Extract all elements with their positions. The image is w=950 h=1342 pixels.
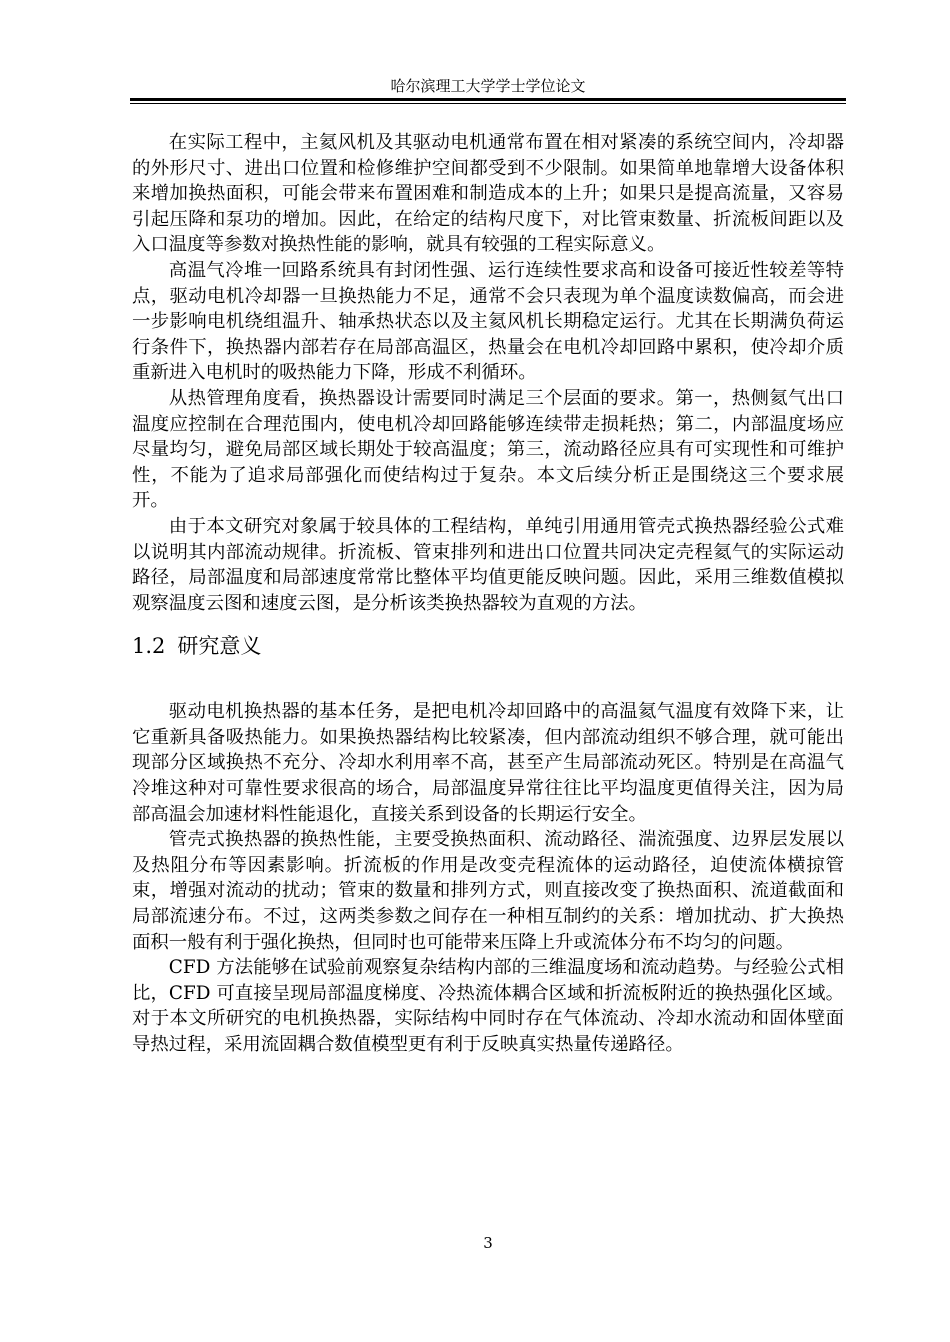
- paragraph: 驱动电机换热器的基本任务，是把电机冷却回路中的高温氦气温度有效降下来，让它重新具备吸热能力。如果换热器结构比较紧凑，但内部流动组织不够合理，就可能出现部分区域换热不充分、冷却水利用率不高，甚至产生局部流动死区。特别是在高温气冷堆这种对可靠性要求很高的场合，局部温度异常往往比平均温度更值得关注，因为局部高温会加速材料性能退化，直接关系到设备的长期运行安全。: [132, 701, 844, 825]
- page-number: 3: [483, 1234, 493, 1252]
- section-number: 1.2: [132, 634, 166, 659]
- header-rule-thick: [130, 98, 846, 101]
- paragraph: CFD 方法能够在试验前观察复杂结构内部的三维温度场和流动趋势。与经验公式相比，CFD 可直接呈现局部温度梯度、冷热流体耦合区域和折流板附近的换热强化区域。对于本文所研究的电机换热器，实际结构中同时存在气体流动、冷却水流动和固体壁面导热过程，采用流固耦合数值模型更有利于反映真实热量传递路径。: [132, 957, 844, 1055]
- section-title: 研究意义: [177, 634, 262, 659]
- paragraph: 管壳式换热器的换热性能，主要受换热面积、流动路径、湍流强度、边界层发展以及热阻分布等因素影响。折流板的作用是改变壳程流体的运动路径，迫使流体横掠管束，增强对流动的扰动；管束的数量和排列方式，则直接改变了换热面积、流道截面和局部流速分布。不过，这两类参数之间存在一种相互制约的关系：增加扰动、扩大换热面积一般有利于强化换热，但同时也可能带来压降上升或流体分布不均匀的问题。: [132, 829, 844, 953]
- header-rule-thin: [130, 103, 846, 104]
- paragraph: 从热管理角度看，换热器设计需要同时满足三个层面的要求。第一，热侧氦气出口温度应控制在合理范围内，使电机冷却回路能够连续带走损耗热；第二，内部温度场应尽量均匀，避免局部区域长期处于较高温度；第三，流动路径应具有可实现性和可维护性，不能为了追求局部强化而使结构过于复杂。本文后续分析正是围绕这三个要求展开。: [132, 387, 844, 512]
- body-text: [132, 130, 844, 1058]
- running-header-title: 哈尔滨理工大学学士学位论文: [390, 77, 586, 95]
- paragraph: 高温气冷堆一回路系统具有封闭性强、运行连续性要求高和设备可接近性较差等特点，驱动电机冷却器一旦换热能力不足，通常不会只表现为单个温度读数偏高，而会进一步影响电机绕组温升、轴承热状态以及主氦风机长期稳定运行。尤其在长期满负荷运行条件下，换热器内部若存在局部高温区，热量会在电机冷却回路中累积，使冷却介质重新进入电机时的吸热能力下降，形成不利循环。: [132, 259, 844, 384]
- paragraph: 由于本文研究对象属于较具体的工程结构，单纯引用通用管壳式换热器经验公式难以说明其内部流动规律。折流板、管束排列和进出口位置共同决定壳程氦气的实际运动路径，局部温度和局部速度常常比整体平均值更能反映问题。因此，采用三维数值模拟观察温度云图和速度云图，是分析该类换热器较为直观的方法。: [132, 515, 844, 614]
- paragraph: 在实际工程中，主氦风机及其驱动电机通常布置在相对紧凑的系统空间内，冷却器的外形尺寸、进出口位置和检修维护空间都受到不少限制。如果简单地靠增大设备体积来增加换热面积，可能会带来布置困难和制造成本的上升；如果只是提高流量，又容易引起压降和泵功的增加。因此，在给定的结构尺度下，对比管束数量、折流板间距以及入口温度等参数对换热性能的影响，就具有较强的工程实际意义。: [132, 132, 844, 256]
- section-heading: [132, 630, 844, 662]
